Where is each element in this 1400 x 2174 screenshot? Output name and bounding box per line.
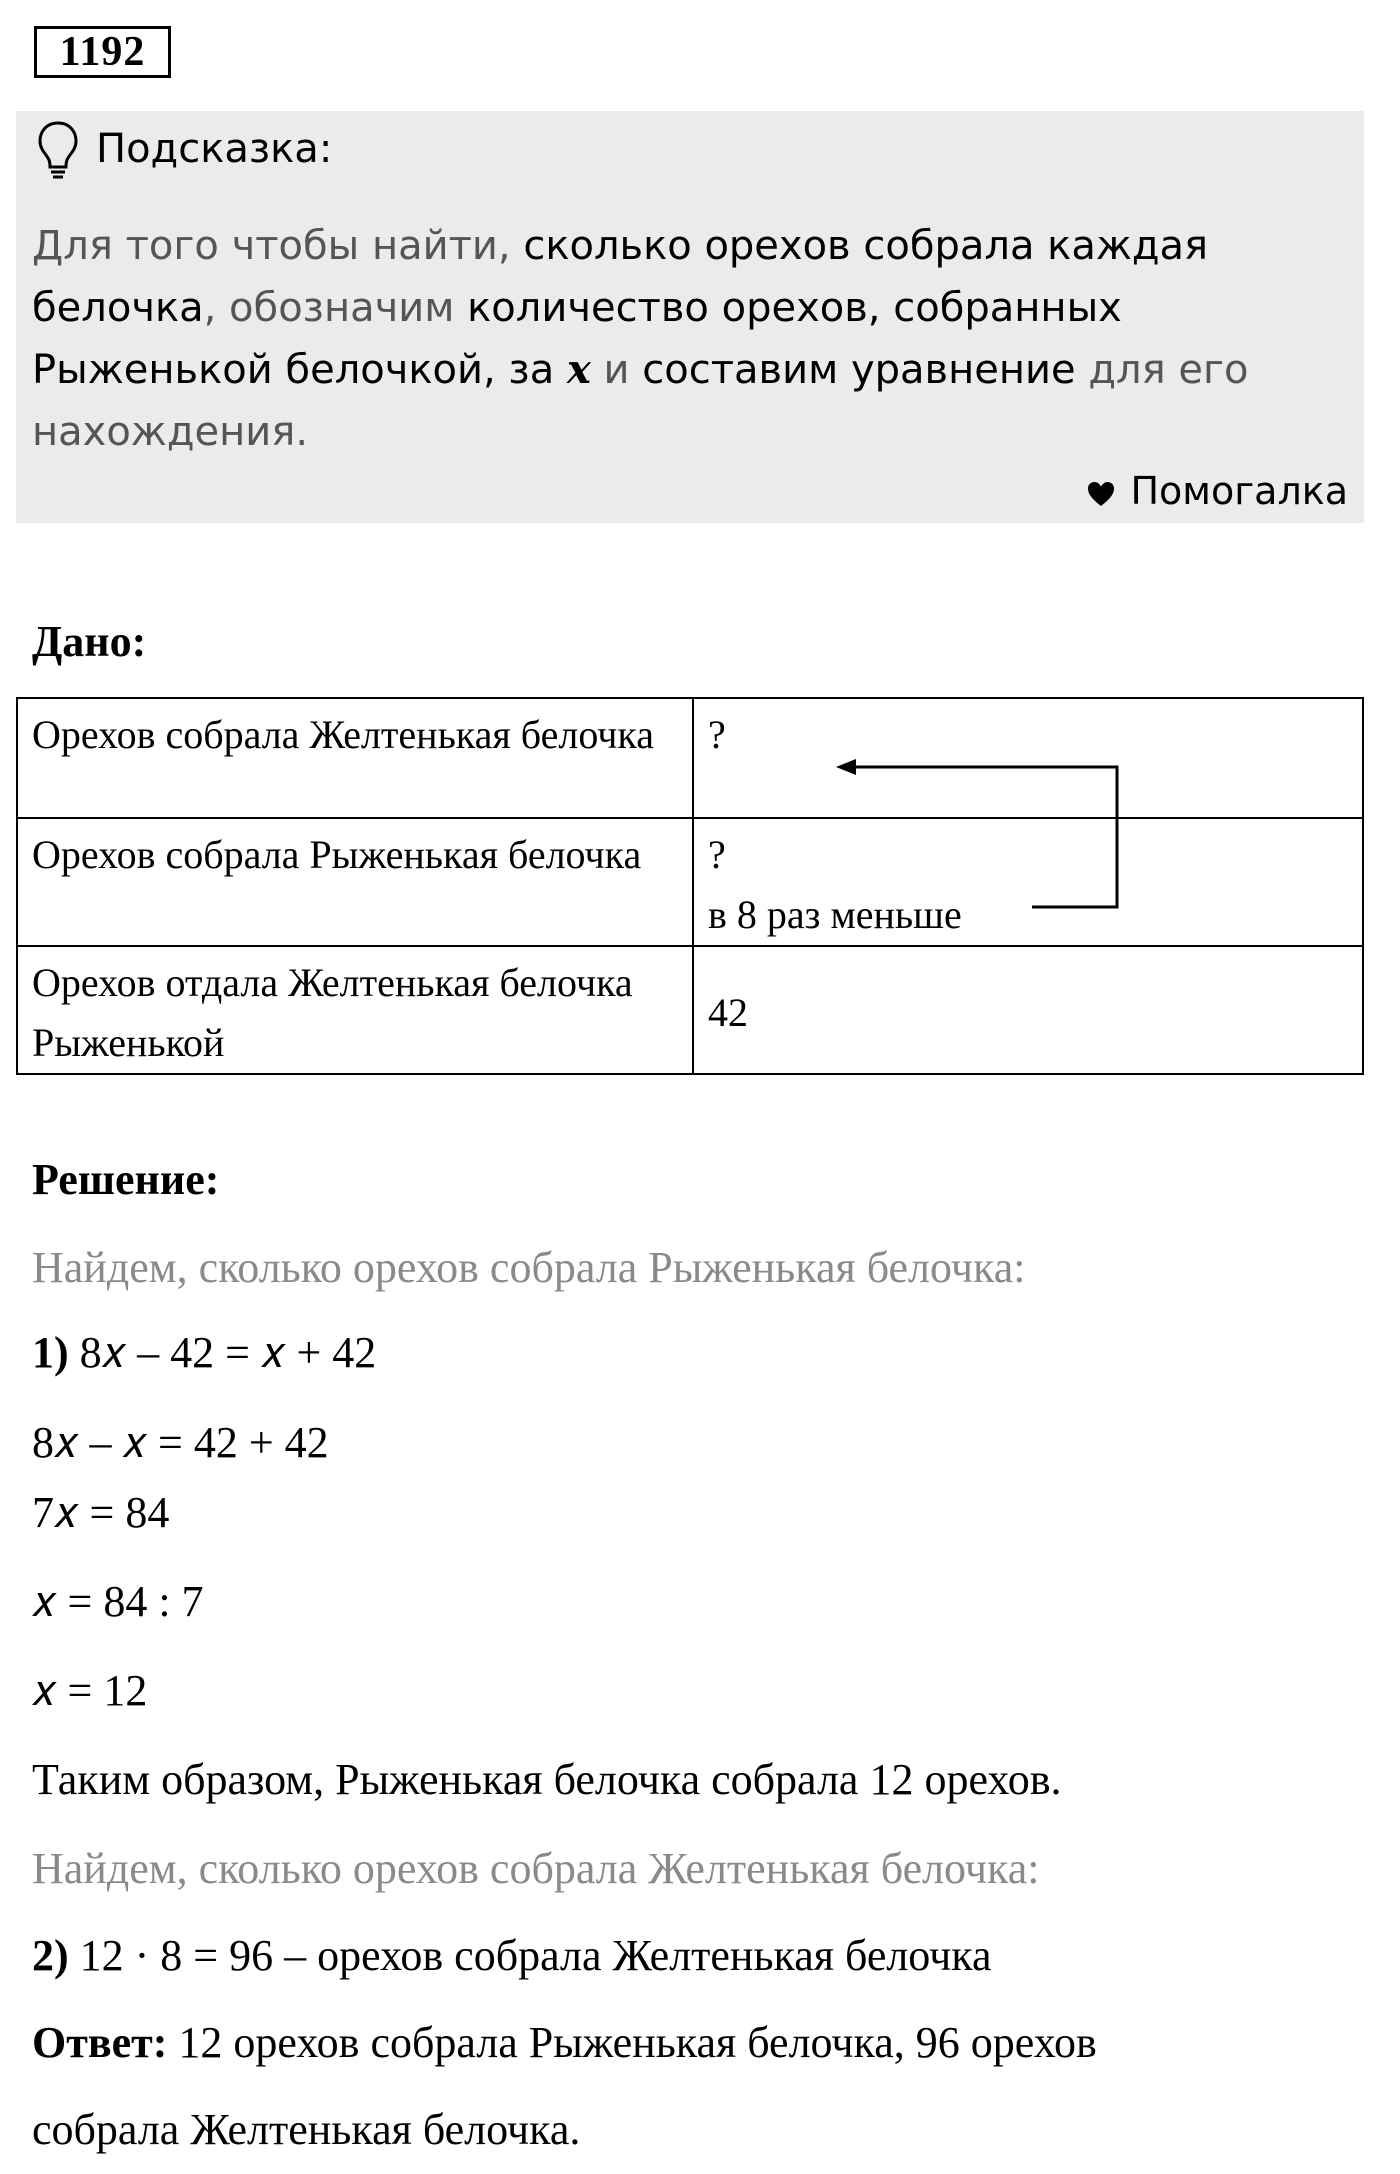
equation-1 (32, 1323, 376, 1383)
equation-5: 𝑥 = 12 (32, 1666, 148, 1715)
heart-icon (1086, 479, 1116, 509)
answer-line-1 (32, 2013, 1097, 2073)
value-text: ? (708, 832, 726, 877)
relation-note: в 8 раз меньше (708, 892, 962, 937)
lightbulb-icon (36, 120, 80, 182)
equation-4: 𝑥 = 84 : 7 (32, 1577, 204, 1626)
brand-name: Помогалка (1130, 469, 1348, 513)
answer-line-2: собрала Желтенькая белочка. (32, 2105, 581, 2154)
equation-3: 7𝑥 = 84 (32, 1488, 170, 1537)
table-row (17, 818, 1363, 946)
answer-label: Ответ: (32, 2018, 168, 2067)
answer-text: 12 орехов собрала Рыженькая белочка, 96 орехов (178, 2018, 1097, 2067)
step-label: 2) (32, 1931, 69, 1980)
solution-intro-1: Найдем, сколько орехов собрала Рыженькая белочка: (32, 1243, 1026, 1292)
given-heading: Дано: (32, 617, 147, 666)
step-2-text: 12 · 8 = 96 – орехов собрала Желтенькая белочка (79, 1931, 992, 1980)
table-cell-label: Орехов собрала Желтенькая белочка (17, 698, 693, 818)
table-row (17, 698, 1363, 818)
equation-2: 8𝑥 – 𝑥 = 42 + 42 (32, 1418, 329, 1467)
value-text: ? (708, 712, 726, 757)
table-cell-value: 42 (693, 946, 1363, 1074)
table-cell-label: Орехов собрала Рыженькая белочка (17, 818, 693, 946)
table-cell-label: Орехов отдала Желтенькая белочка Рыженькой (17, 946, 693, 1074)
hint-text: Для того чтобы найти, сколько орехов собрала каждая белочка, обозначим количество орехов, собранных Рыженькой белочкой, за x и составим уравнение для его нахождения. (32, 223, 1249, 455)
table-cell-value (693, 698, 1363, 818)
table-cell-value (693, 818, 1363, 946)
solution-heading: Решение: (32, 1155, 220, 1204)
table-row (17, 946, 1363, 1074)
brand-label (1086, 463, 1348, 519)
equation-text: 8𝑥 – 42 = 𝑥 + 42 (79, 1328, 377, 1377)
task-number: 1192 (34, 26, 171, 78)
given-table (16, 697, 1364, 1075)
step-label: 1) (32, 1328, 69, 1377)
hint-title: Подсказка: (96, 126, 333, 172)
step-2 (32, 1926, 992, 1986)
solution-intro-2: Найдем, сколько орехов собрала Желтенькая белочка: (32, 1844, 1040, 1893)
conclusion-1: Таким образом, Рыженькая белочка собрала 12 орехов. (32, 1755, 1062, 1804)
